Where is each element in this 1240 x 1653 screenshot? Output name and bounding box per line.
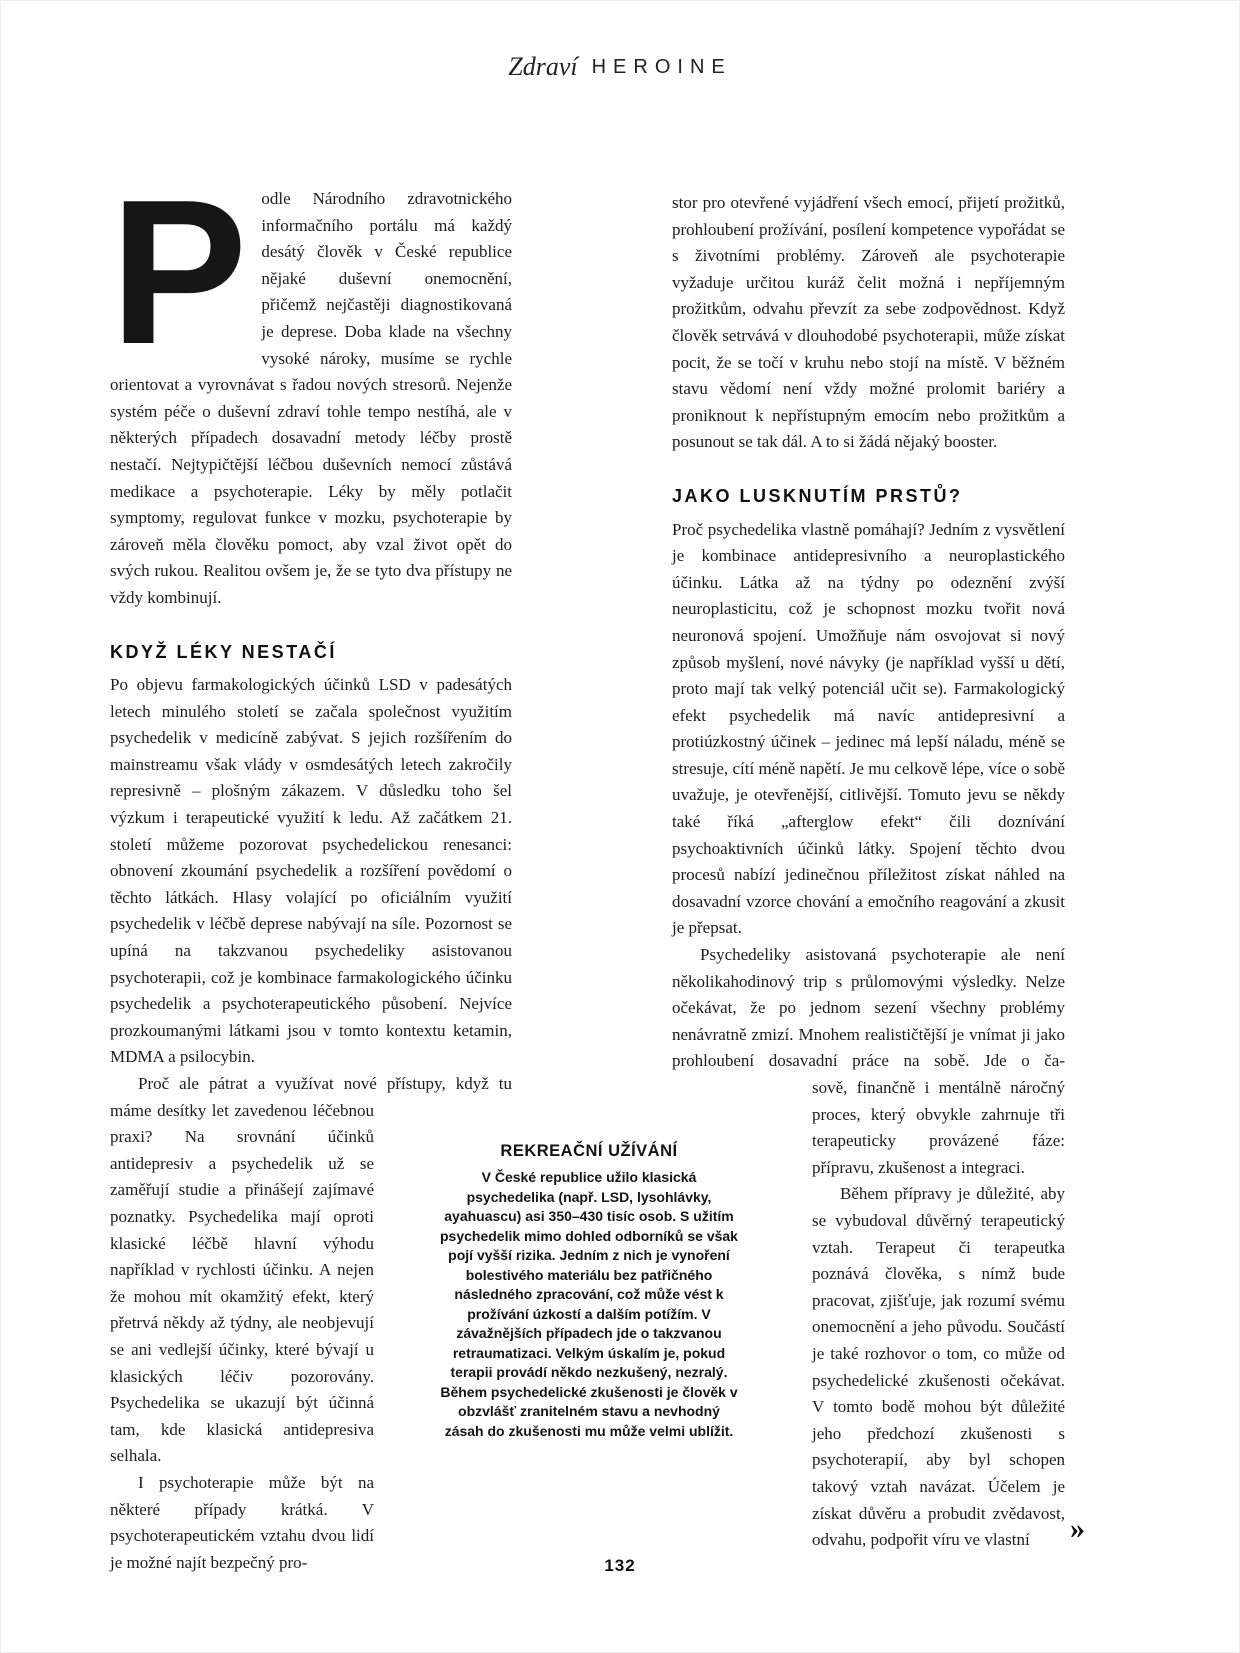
recreational-use-info-box (437, 1142, 741, 1441)
body-paragraph: sově, finančně i mentálně náročný proces, který obvykle zahrnuje tři terapeuticky provázené fáze: přípravu, zkušenost a integraci. (812, 1078, 1065, 1177)
masthead (0, 52, 1240, 82)
info-box-title: REKREAČNÍ UŽÍVÁNÍ (500, 1142, 678, 1160)
body-paragraph: stor pro otevřené vyjádření všech emocí, přijetí prožitků, prohloubení prožívání, posílení kompetence vypořádat se s životními problémy. Zároveň ale psychoterapie vyžaduje určitou kuráž čelit možná i nepříjemným prožitkům, odvahu převzít za sebe zodpovědnost. Když člověk setrvává v dlouhodobé psychoterapii, může získat pocit, že se točí v kruhu nebo stojí na místě. V běžném stavu vědomí není vždy možné prolomit bariéry a proniknout k nepřístupným emocím nebo prožitkům a posunout se tak dál. A to si žádá nějaký booster. (672, 193, 1065, 452)
info-box-body: V České republice užilo klasická psychedelika (např. LSD, lysohlávky, ayahuascu) asi 350–430 tisíc osob. S užitím psychedelik mimo dohled odborníků se však pojí vyšší rizika. Jedním z nich je vynoření bolestivého materiálu bez patřičného následného zpracování, což může vést k prožívání úzkostí a dalším potížím. V závažnějších případech jde o takzvanou retraumatizaci. Velkým úskalím je, pokud terapii provádí někdo nezkušený, nezralý. Během psychedelické zkušenosti je člověk v obzvlášť zranitelném stavu a nevhodný zásah do zkušenosti mu může velmi ublížit. (440, 1169, 738, 1439)
body-paragraph: Proč psychedelika vlastně pomáhají? Jedním z vysvětlení je kombinace antidepresivního a neuroplastického účinku. Látka až na týdny po odeznění zvýší neuroplasticitu, což je schopnost mozku tvořit nová neuronová spojení. Umožňuje nám osvojovat si nový způsob myšlení, nové návyky (je například vyšší u dětí, proto mají tak velký potenciál učit se). Farmakologický efekt psychedelik má navíc antidepresivní a protiúzkostný účinek – jedinec má lepší náladu, méně se stresuje, cítí méně napětí. Je mu celkově lépe, více o sobě uvažuje, je otevřenější, citlivější. Tomuto jevu se někdy také říká „afterglow efekt“ čili doznívání psychoaktivních účinků látky. Spojení těchto dvou procesů nabízí jedinečnou příležitost získat náhled na dosavadní vzorce chování a emočního reagování a zkusit je přepsat. (672, 519, 1065, 938)
body-paragraph: Během přípravy je důležité, aby se vybudoval důvěrný terapeutický vztah. Terapeut či terapeutka poznává člověka, s nímž bude pracovat, zjišťuje, jak rozumí svému onemocnění a jeho původu. Součástí je také rozhovor o tom, co může od psychedelické zkušenosti očekávat. V tomto bodě mohou být důležité jeho předchozí zkušenosti s psychoterapií, aby byl schopen takový vztah navázat. Účelem je získat důvěru a probudit zvědavost, odvahu, podpořit víru ve vlastní (812, 1184, 1065, 1550)
body-paragraph: Psychedeliky asistovaná psychoterapie ale není několikahodinový trip s průlomovými výsledky. Nelze očekávat, že po jednom sezení všechny problémy nenávratně zmizí. Mnohem realističtější je vnímat ji jako prohloubení dosavadní práce na sobě. Jde o ča- (672, 945, 1065, 1071)
body-paragraph: Proč ale pátrat a využívat nové přístupy, když tu (138, 1074, 512, 1093)
intro-paragraph-text: odle Národního zdravotnického informačního portálu má každý desátý člověk v České republice nějaké duševní onemocnění, přičemž nejčastěji diagnostikovaná je deprese. Doba klade na všechny vysoké nároky, musíme se rychle orientovat a vyrovnávat s řadou nových stresorů. Nejenže systém péče o duševní zdraví tohle tempo nestíhá, ale v některých případech dosavadní metody léčby prostě nestačí. Nejtypičtější léčbou duševních nemocí zůstává medikace a psychoterapie. Léky by měly potlačit symptomy, regulovat funkce v mozku, psychoterapie by zároveň měla člověku pomoct, aby vzal život opět do svých rukou. Realitou ovšem je, že se tyto dva přístupy ne vždy kombinují. (110, 189, 512, 607)
page-number: 132 (604, 1556, 636, 1575)
body-paragraph: Po objevu farmakologických účinků LSD v padesátých letech minulého století se začala společnost využitím psychedelik v medicíně zabývat. S jejich rozšířením do mainstreamu však vlády v osmdesátých letech zakročily represivně – plošným zákazem. V důsledku toho šel výzkum i terapeutické využití k ledu. Až začátkem 21. století můžeme pozorovat psychedelickou renesanci: obnovení zkoumání psychedelik a rozšíření povědomí o těchto látkách. Hlasy volající po oficiálním využití psychedelik v léčbě deprese nabývají na síle. Pozornost se upíná na takzvanou psychedeliky asistovanou psychoterapii, což je kombinace farmakologického účinku psychedelik a psychoterapeutického působení. Nejvíce prozkoumanými látkami jsou v tomto kontextu ketamin, MDMA a psilocybin. (110, 675, 512, 1067)
drop-cap: P (110, 157, 244, 387)
section-heading-when-drugs-fail: KDYŽ LÉKY NESTAČÍ (110, 641, 337, 662)
magazine-name: HEROINE (591, 56, 732, 78)
intro-paragraph (110, 157, 512, 612)
body-paragraph: I psychoterapie může být na některé případy krátká. V psychoterapeutickém vztahu dvou lidí je možné najít bezpečný pro- (110, 1472, 374, 1572)
article-continues-marker: » (1070, 1512, 1085, 1545)
section-label: Zdraví (508, 52, 578, 81)
section-heading-snap-of-fingers: JAKO LUSKNUTÍM PRSTŮ? (672, 485, 963, 506)
body-paragraph: máme desítky let zavedenou léčebnou praxi? Na srovnání účinků antidepresiv a psychedelik už se zaměřují studie a přinášejí zajímavé poznatky. Psychedelika mají oproti klasické léčbě hlavní výhodu například v rychlosti účinku. A nejen že mohou mít okamžitý efekt, který přetrvá někdy až týdny, ale neobjevují se ani vedlejší účinky, které bývají u klasických léčiv pozorovány. Psychedelika se ukazují být účinná tam, kde klasická antidepresiva selhala. (110, 1100, 374, 1466)
